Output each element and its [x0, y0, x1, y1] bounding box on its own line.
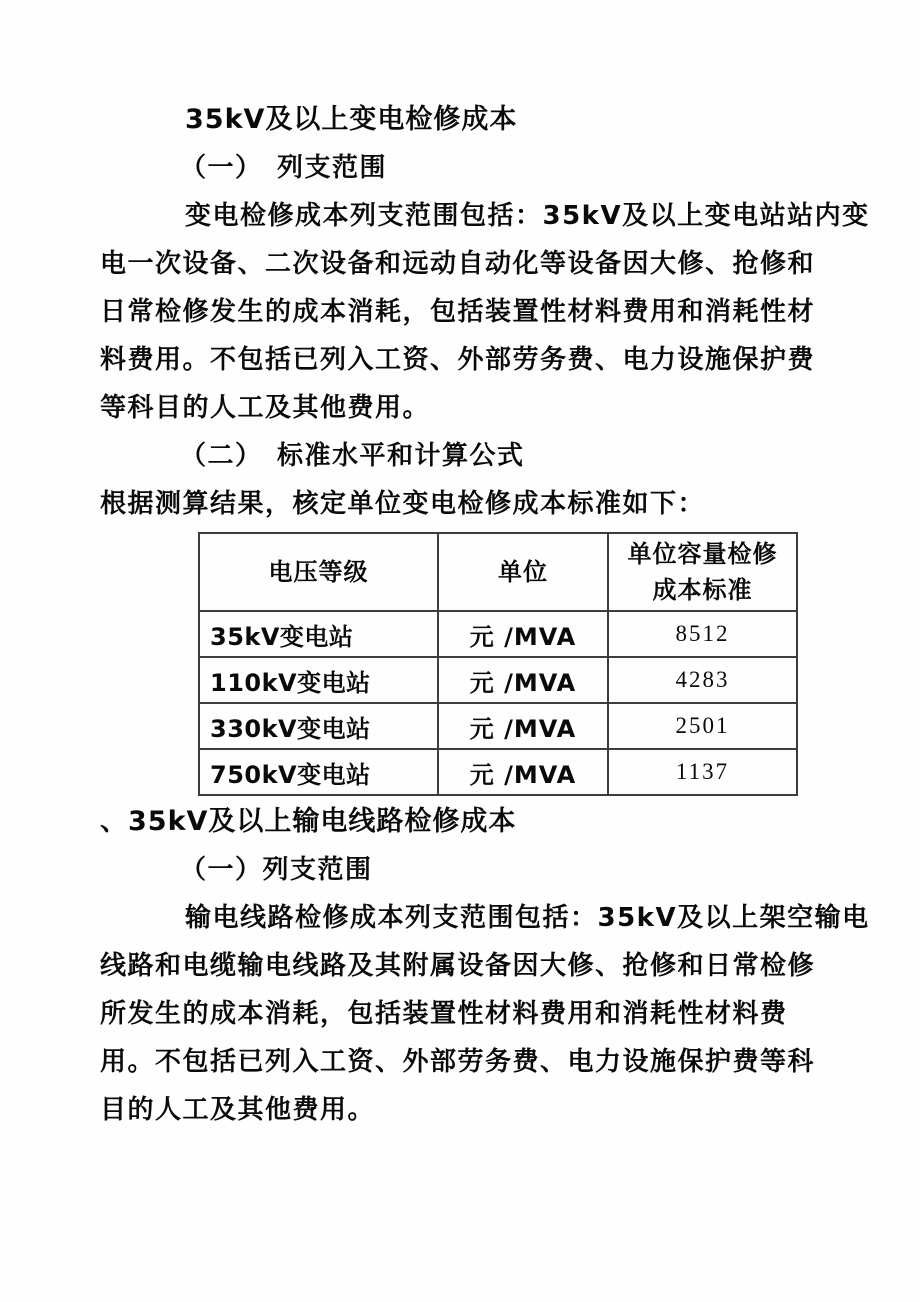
cell-voltage-level: 110kV变电站 [199, 657, 438, 703]
section1-paragraph-line: 变电检修成本列支范围包括：35kV及以上变电站站内变 [185, 201, 870, 231]
table-header-unit: 单位 [438, 533, 608, 611]
section2-paragraph-line: 输电线路检修成本列支范围包括：35kV及以上架空输电 [185, 903, 870, 933]
section2-heading: 、35kV及以上输电线路检修成本 [100, 806, 517, 837]
cell-voltage-level: 750kV变电站 [199, 749, 438, 795]
section1-subheading-2: （二） 标准水平和计算公式 [180, 441, 525, 471]
table-lead-text: 根据测算结果，核定单位变电检修成本标准如下： [100, 489, 706, 519]
section2-paragraph-line: 用。不包括已列入工资、外部劳务费、电力设施保护费等科 [100, 1047, 816, 1077]
cell-cost-value: 4283 [608, 657, 797, 703]
section1-paragraph-line: 电一次设备、二次设备和远动自动化等设备因大修、抢修和 [100, 249, 816, 279]
section2-paragraph-line: 所发生的成本消耗，包括装置性材料费用和消耗性材料费 [100, 999, 788, 1029]
section1-paragraph-line: 日常检修发生的成本消耗，包括装置性材料费用和消耗性材 [100, 297, 816, 327]
cell-voltage-level: 35kV变电站 [199, 611, 438, 657]
cell-unit: 元 /MVA [438, 611, 608, 657]
table-row [199, 657, 797, 703]
cell-cost-value: 2501 [608, 703, 797, 749]
section1-paragraph-line: 等科目的人工及其他费用。 [100, 393, 431, 423]
table-row [199, 749, 797, 795]
cell-unit: 元 /MVA [438, 749, 608, 795]
section2-paragraph-line: 目的人工及其他费用。 [100, 1095, 376, 1125]
cell-unit: 元 /MVA [438, 703, 608, 749]
section1-subheading-1: （一） 列支范围 [180, 153, 388, 183]
table-row [199, 703, 797, 749]
section2-subheading-1: （一）列支范围 [180, 855, 373, 885]
section1-paragraph-line: 料费用。不包括已列入工资、外部劳务费、电力设施保护费 [100, 345, 816, 375]
cell-voltage-level: 330kV变电站 [199, 703, 438, 749]
section2-paragraph-line: 线路和电缆输电线路及其附属设备因大修、抢修和日常检修 [100, 951, 816, 981]
cell-cost-value: 8512 [608, 611, 797, 657]
cell-unit: 元 /MVA [438, 657, 608, 703]
maintenance-cost-table [198, 532, 798, 796]
table-header-cost-standard: 单位容量检修成本标准 [608, 533, 797, 611]
cell-cost-value: 1137 [608, 749, 797, 795]
table-header-row [199, 533, 797, 611]
table-row [199, 611, 797, 657]
table-header-voltage-level: 电压等级 [199, 533, 438, 611]
section1-heading: 35kV及以上变电检修成本 [185, 104, 518, 135]
